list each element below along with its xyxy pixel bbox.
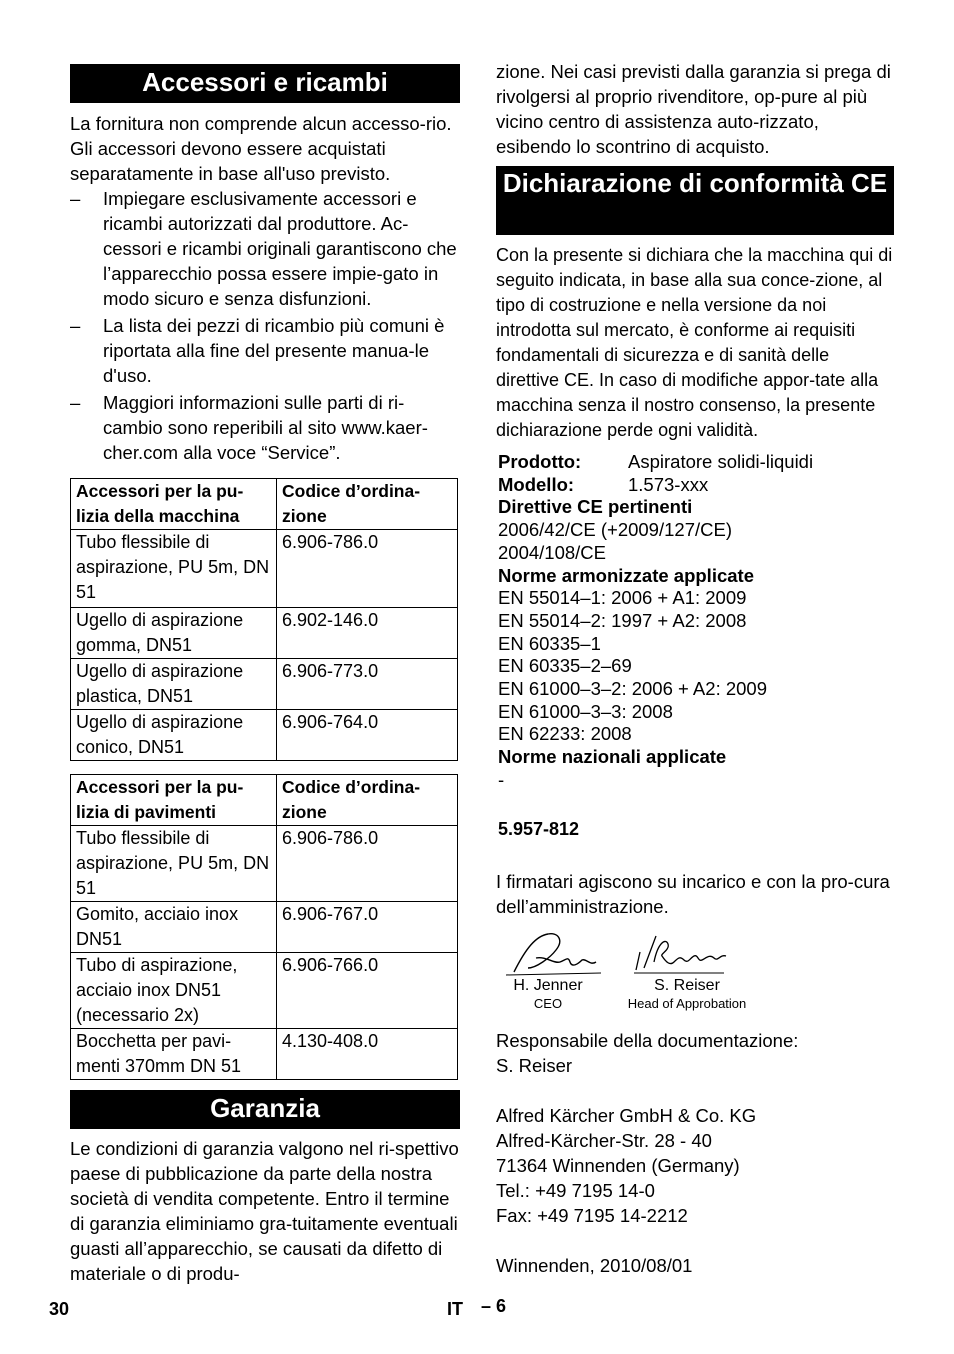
directive-item: 2004/108/CE (498, 541, 607, 563)
signer-name: H. Jenner (513, 977, 583, 994)
accessori-bullet-list (70, 186, 462, 465)
table-header-row (71, 775, 458, 826)
address-line: 71364 Winnenden (Germany) (496, 1155, 740, 1176)
address-line: Alfred Kärcher GmbH & Co. KG (496, 1105, 757, 1126)
table-row (71, 710, 458, 761)
table-header-row (71, 479, 458, 530)
norm-item: EN 62233: 2008 (498, 723, 632, 745)
list-item-text: La lista dei pezzi di ricambio più comuni è riportata alla fine del presente manua-le d'uso. (103, 315, 445, 386)
responsible-label: Responsabile della documentazione: (496, 1030, 799, 1051)
table-cell: 4.130-408.0 (277, 1029, 458, 1080)
section-title-garanzia: Garanzia (70, 1090, 460, 1129)
harmonized-norms-label: Norme armonizzate applicate (498, 564, 754, 586)
dash-marker: – (70, 188, 81, 209)
table-cell: Tubo flessibile di aspirazione, PU 5m, DN 51 (71, 826, 277, 902)
norm-item: EN 60335–2–69 (498, 655, 632, 677)
national-norms-label: Norme nazionali applicate (498, 746, 727, 768)
table-cell: Tubo flessibile di aspirazione, PU 5m, DN 51 (71, 530, 277, 608)
conformity-text: Con la presente si dichiara che la macchina qui di seguito indicata, in base alla sua conce-zione, al tipo di costruzione e nella versione da noi introdotta sul mercato, è conforme ai requisiti fondamentali di sicurezza e di sanità delle direttive CE. In caso di modifiche appor-tate alla macchina senza il nostro consenso, la presente dichiarazione perde ogni validità. (496, 245, 893, 440)
norm-item: EN 55014–2: 1997 + A2: 2008 (498, 609, 747, 631)
table-cell: 6.902-146.0 (277, 608, 458, 659)
directives-label: Direttive CE pertinenti (498, 496, 693, 518)
column-header: Accessori per la pu-lizia di pavimenti (71, 775, 277, 826)
table-cell: 6.906-786.0 (277, 826, 458, 902)
dash-marker: – (70, 315, 81, 336)
table-row (71, 826, 458, 902)
dash-marker: – (70, 392, 81, 413)
column-header: Codice d’ordina-zione (277, 775, 458, 826)
signer-name: S. Reiser (654, 977, 720, 994)
address-line: Fax: +49 7195 14-2212 (496, 1205, 688, 1226)
table-cell: Ugello di aspirazione conico, DN51 (71, 710, 277, 761)
table-row (71, 659, 458, 710)
garanzia-text: Le condizioni di garanzia valgono nel ri-spettivo paese di pubblicazione da parte della nostra società di vendita competente. Entro il termine di garanzia eliminiamo gra-tuitamente eventuali guasti all’apparecchio, se causati da difetto di materiale o di produ- (70, 1138, 459, 1284)
table-row (71, 953, 458, 1029)
address-line: Alfred-Kärcher-Str. 28 - 40 (496, 1130, 712, 1151)
norm-item: EN 61000–3–2: 2006 + A2: 2009 (498, 678, 767, 700)
table-cell: 6.906-766.0 (277, 953, 458, 1029)
table-row (71, 608, 458, 659)
accessori-intro: La fornitura non comprende alcun accesso-rio. Gli accessori devono essere acquistati separatamente in base all'uso previsto. (70, 113, 452, 184)
signer-jenner (508, 976, 588, 1012)
document-number: 5.957-812 (498, 819, 580, 839)
responsible-name: S. Reiser (496, 1055, 573, 1076)
column-header: Accessori per la pu-lizia della macchina (71, 479, 277, 530)
garanzia-continued: zione. Nei casi previsti dalla garanzia si prega di rivolgersi al proprio rivenditore, op-pure al più vicino centro di assistenza auto-rizzato, esibendo lo scontrino di acquisto. (496, 61, 891, 157)
section-page-number: – 6 (481, 1296, 507, 1316)
signer-role: Head of Approbation (627, 996, 747, 1011)
section-title-conformity: Dichiarazione di conformità CE (496, 166, 894, 235)
company-address (496, 1103, 894, 1228)
accessories-table-floor (70, 774, 458, 1080)
product-row (498, 451, 896, 474)
signer-reiser (622, 976, 752, 1012)
table-cell: Gomito, acciaio inox DN51 (71, 902, 277, 953)
table-cell: 6.906-773.0 (277, 659, 458, 710)
signature-jenner-icon (506, 928, 606, 978)
address-line: Tel.: +49 7195 14-0 (496, 1180, 655, 1201)
signer-role: CEO (533, 996, 563, 1011)
product-value: Aspiratore solidi-liquidi (628, 451, 814, 472)
list-item-text: Impiegare esclusivamente accessori e ricambi autorizzati dal produttore. Ac-cessori e ricambi originali garantiscono che l’apparecchio possa essere impie-gato in modo sicuro e senza disfunzioni. (103, 188, 457, 309)
list-item (70, 186, 462, 311)
accessories-table-machine (70, 478, 458, 761)
conformity-details (498, 451, 896, 792)
table-cell: 6.906-764.0 (277, 710, 458, 761)
product-label: Prodotto: (498, 451, 582, 472)
table-cell: 6.906-767.0 (277, 902, 458, 953)
table-row (71, 902, 458, 953)
norm-item: EN 61000–3–3: 2008 (498, 700, 673, 722)
directive-item: 2006/42/CE (+2009/127/CE) (498, 519, 732, 541)
table-cell: 6.906-786.0 (277, 530, 458, 608)
table-cell: Bocchetta per pavi-menti 370mm DN 51 (71, 1029, 277, 1080)
language-code: IT (447, 1299, 463, 1319)
column-header: Codice d’ordina-zione (277, 479, 458, 530)
model-value: 1.573-xxx (628, 473, 709, 495)
page-number: 30 (49, 1299, 70, 1319)
place-date: Winnenden, 2010/08/01 (496, 1255, 693, 1276)
model-label: Modello: (498, 473, 575, 495)
table-cell: Ugello di aspirazione gomma, DN51 (71, 608, 277, 659)
table-row (71, 1029, 458, 1080)
list-item (70, 313, 462, 388)
table-cell: Ugello di aspirazione plastica, DN51 (71, 659, 277, 710)
documentation-responsible (496, 1028, 894, 1078)
signature-reiser-icon (632, 932, 732, 976)
model-row (498, 474, 896, 497)
signatories-text: I firmatari agiscono su incarico e con la pro-cura dell’amministrazione. (496, 871, 890, 917)
norm-item: EN 55014–1: 2006 + A1: 2009 (498, 587, 747, 609)
list-item-text: Maggiori informazioni sulle parti di ri-cambio sono reperibili al sito www.kaer-cher.com alla voce “Service”. (103, 392, 428, 463)
table-row (71, 530, 458, 608)
section-title-accessori: Accessori e ricambi (70, 64, 460, 103)
norm-item: EN 60335–1 (498, 632, 601, 654)
national-norms-value: - (498, 768, 505, 790)
list-item (70, 390, 462, 465)
table-cell: Tubo di aspirazione, acciaio inox DN51 (necessario 2x) (71, 953, 277, 1029)
